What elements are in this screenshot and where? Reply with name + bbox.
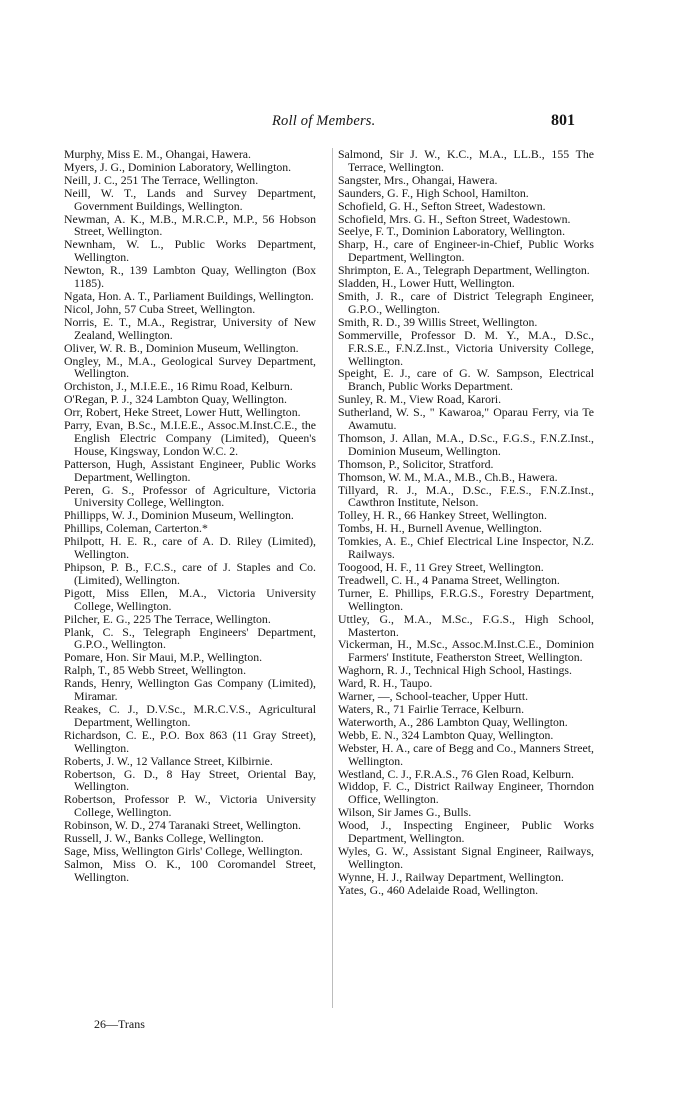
member-entry: Shrimpton, E. A., Telegraph Department, Wellington. — [338, 263, 590, 278]
member-entry: Tomkies, A. E., Chief Electrical Line Inspector, N.Z. Railways. — [338, 534, 594, 562]
member-entry: Smith, R. D., 39 Willis Street, Wellington. — [338, 314, 538, 329]
member-entry: Pigott, Miss Ellen, M.A., Victoria University College, Wellington. — [64, 585, 316, 613]
member-entry: Treadwell, C. H., 4 Panama Street, Wellington. — [338, 572, 560, 587]
member-entry: Webb, E. N., 324 Lambton Quay, Wellington. — [338, 727, 554, 742]
member-entry: O'Regan, P. J., 324 Lambton Quay, Wellington. — [64, 392, 288, 407]
member-entry: Sunley, R. M., View Road, Karori. — [338, 392, 502, 407]
member-entry: Richardson, C. E., P.O. Box 863 (11 Gray Street), Wellington. — [64, 727, 316, 755]
member-entry: Schofield, G. H., Sefton Street, Wadestown. — [338, 198, 546, 213]
member-entry: Sage, Miss, Wellington Girls' College, Wellington. — [64, 843, 303, 858]
member-entry: Phipson, P. B., F.C.S., care of J. Staples and Co. (Limited), Wellington. — [64, 560, 316, 587]
member-entry: Sutherland, W. S., " Kawaroa," Oparau Ferry, via Te Awamutu. — [338, 405, 594, 433]
member-entry: Robertson, G. D., 8 Hay Street, Oriental Bay, Wellington. — [64, 766, 316, 794]
member-entry: Seelye, F. T., Dominion Laboratory, Wellington. — [338, 224, 566, 239]
member-entry: Schofield, Mrs. G. H., Sefton Street, Wadestown. — [338, 211, 571, 226]
member-entry: Pilcher, E. G., 225 The Terrace, Wellington. — [64, 611, 271, 626]
member-entry: Vickerman, H., M.Sc., Assoc.M.Inst.C.E., Dominion Farmers' Institute, Featherston Street, Wellington. — [338, 637, 594, 665]
member-entry: Yates, G., 460 Adelaide Road, Wellington. — [338, 882, 539, 897]
member-entry: Newton, R., 139 Lambton Quay, Wellington (Box 1185). — [64, 263, 316, 291]
printer-signature-mark: 26—Trans — [94, 1017, 145, 1031]
left-column-member-list — [64, 148, 316, 884]
member-entry: Turner, E. Phillips, F.R.G.S., Forestry Department, Wellington. — [338, 585, 594, 613]
member-entry: Norris, E. T., M.A., Registrar, University of New Zealand, Wellington. — [64, 314, 316, 342]
member-entry: Peren, G. S., Professor of Agriculture, Victoria University College, Wellington. — [64, 482, 316, 510]
member-entry: Thomson, W. M., M.A., M.B., Ch.B., Hawera. — [338, 469, 558, 484]
running-header-title: Roll of Members. — [272, 113, 376, 129]
member-entry: Rands, Henry, Wellington Gas Company (Limited), Miramar. — [64, 676, 316, 704]
page-number: 801 — [551, 112, 575, 129]
member-entry: Wyles, G. W., Assistant Signal Engineer, Railways, Wellington. — [338, 843, 594, 871]
member-entry: Saunders, G. F., High School, Hamilton. — [338, 185, 529, 200]
member-entry: Newman, A. K., M.B., M.R.C.P., M.P., 56 Hobson Street, Wellington. — [64, 211, 316, 239]
member-entry: Ngata, Hon. A. T., Parliament Buildings, Wellington. — [64, 288, 314, 303]
member-entry: Sharp, H., care of Engineer-in-Chief, Public Works Department, Wellington. — [338, 237, 594, 265]
member-entry: Orchiston, J., M.I.E.E., 16 Rimu Road, Kelburn. — [64, 379, 293, 394]
member-entry: Speight, E. J., care of G. W. Sampson, Electrical Branch, Public Works Department. — [338, 366, 594, 394]
member-entry: Robinson, W. D., 274 Taranaki Street, Wellington. — [64, 818, 301, 833]
member-entry: Philpott, H. E. R., care of A. D. Riley (Limited), Wellington. — [64, 534, 316, 562]
member-entry: Robertson, Professor P. W., Victoria University College, Wellington. — [64, 792, 316, 820]
member-entry: Myers, J. G., Dominion Laboratory, Wellington. — [64, 159, 292, 174]
member-entry: Ralph, T., 85 Webb Street, Wellington. — [64, 663, 247, 678]
member-entry: Neill, J. C., 251 The Terrace, Wellington. — [64, 172, 259, 187]
member-entry: Sladden, H., Lower Hutt, Wellington. — [338, 276, 515, 291]
member-entry: Toogood, H. F., 11 Grey Street, Wellington. — [338, 560, 544, 574]
member-entry: Plank, C. S., Telegraph Engineers' Department, G.P.O., Wellington. — [64, 624, 316, 652]
member-entry: Tombs, H. H., Burnell Avenue, Wellington. — [338, 521, 542, 536]
member-entry: Wynne, H. J., Railway Department, Wellington. — [338, 869, 564, 884]
member-entry: Oliver, W. R. B., Dominion Museum, Wellington. — [64, 340, 299, 355]
member-entry: Reakes, C. J., D.V.Sc., M.R.C.V.S., Agricultural Department, Wellington. — [64, 701, 316, 729]
member-entry: Roberts, J. W., 12 Vallance Street, Kilbirnie. — [64, 753, 273, 768]
member-entry: Ward, R. H., Taupo. — [338, 676, 433, 691]
member-entry: Orr, Robert, Heke Street, Lower Hutt, Wellington. — [64, 405, 301, 420]
member-entry: Phillips, Coleman, Carterton.* — [64, 521, 208, 536]
member-entry: Salmond, Sir J. W., K.C., M.A., LL.B., 155 The Terrace, Wellington. — [338, 147, 594, 174]
member-entry: Newnham, W. L., Public Works Department, Wellington. — [64, 237, 316, 265]
member-entry: Sommerville, Professor D. M. Y., M.A., D.Sc., F.R.S.E., F.N.Z.Inst., Victoria University College, Wellington. — [338, 327, 594, 368]
member-entry: Widdop, F. C., District Railway Engineer, Thorndon Office, Wellington. — [338, 779, 594, 807]
member-entry: Murphy, Miss E. M., Ohangai, Hawera. — [64, 147, 251, 161]
member-entry: Tolley, H. R., 66 Hankey Street, Wellington. — [338, 508, 547, 523]
member-entry: Uttley, G., M.A., M.Sc., F.G.S., High School, Masterton. — [338, 611, 594, 639]
member-entry: Salmon, Miss O. K., 100 Coromandel Street, Wellington. — [64, 856, 316, 884]
member-entry: Sangster, Mrs., Ohangai, Hawera. — [338, 172, 498, 187]
member-entry: Webster, H. A., care of Begg and Co., Manners Street, Wellington. — [338, 740, 594, 768]
member-entry: Waters, R., 71 Fairlie Terrace, Kelburn. — [338, 701, 525, 716]
member-entry: Waterworth, A., 286 Lambton Quay, Wellington. — [338, 714, 568, 729]
member-entry: Thomson, J. Allan, M.A., D.Sc., F.G.S., F.N.Z.Inst., Dominion Museum, Wellington. — [338, 430, 594, 458]
member-entry: Wilson, Sir James G., Bulls. — [338, 805, 472, 820]
member-entry: Thomson, P., Solicitor, Stratford. — [338, 456, 494, 471]
member-entry: Neill, W. T., Lands and Survey Department, Government Buildings, Wellington. — [64, 185, 316, 213]
member-entry: Waghorn, R. J., Technical High School, Hastings. — [338, 663, 572, 678]
member-entry: Pomare, Hon. Sir Maui, M.P., Wellington. — [64, 650, 263, 665]
member-entry: Patterson, Hugh, Assistant Engineer, Public Works Department, Wellington. — [64, 456, 316, 484]
right-column-member-list — [338, 148, 594, 897]
member-entry: Westland, C. J., F.R.A.S., 76 Glen Road, Kelburn. — [338, 766, 575, 781]
member-entry: Ongley, M., M.A., Geological Survey Department, Wellington. — [64, 353, 316, 381]
member-entry: Parry, Evan, B.Sc., M.I.E.E., Assoc.M.Inst.C.E., the English Electric Company (Limited), Queen's House, Kingsway, London W.C. 2. — [64, 418, 316, 458]
column-divider — [332, 148, 333, 1008]
member-entry: Russell, J. W., Banks College, Wellington. — [64, 831, 264, 846]
member-entry: Nicol, John, 57 Cuba Street, Wellington. — [64, 301, 256, 316]
member-entry: Warner, —, School-teacher, Upper Hutt. — [338, 689, 529, 704]
member-entry: Tillyard, R. J., M.A., D.Sc., F.E.S., F.N.Z.Inst., Cawthron Institute, Nelson. — [338, 482, 594, 510]
member-entry: Phillipps, W. J., Dominion Museum, Wellington. — [64, 508, 294, 523]
member-entry: Wood, J., Inspecting Engineer, Public Works Department, Wellington. — [338, 818, 594, 846]
member-entry: Smith, J. R., care of District Telegraph Engineer, G.P.O., Wellington. — [338, 288, 594, 316]
